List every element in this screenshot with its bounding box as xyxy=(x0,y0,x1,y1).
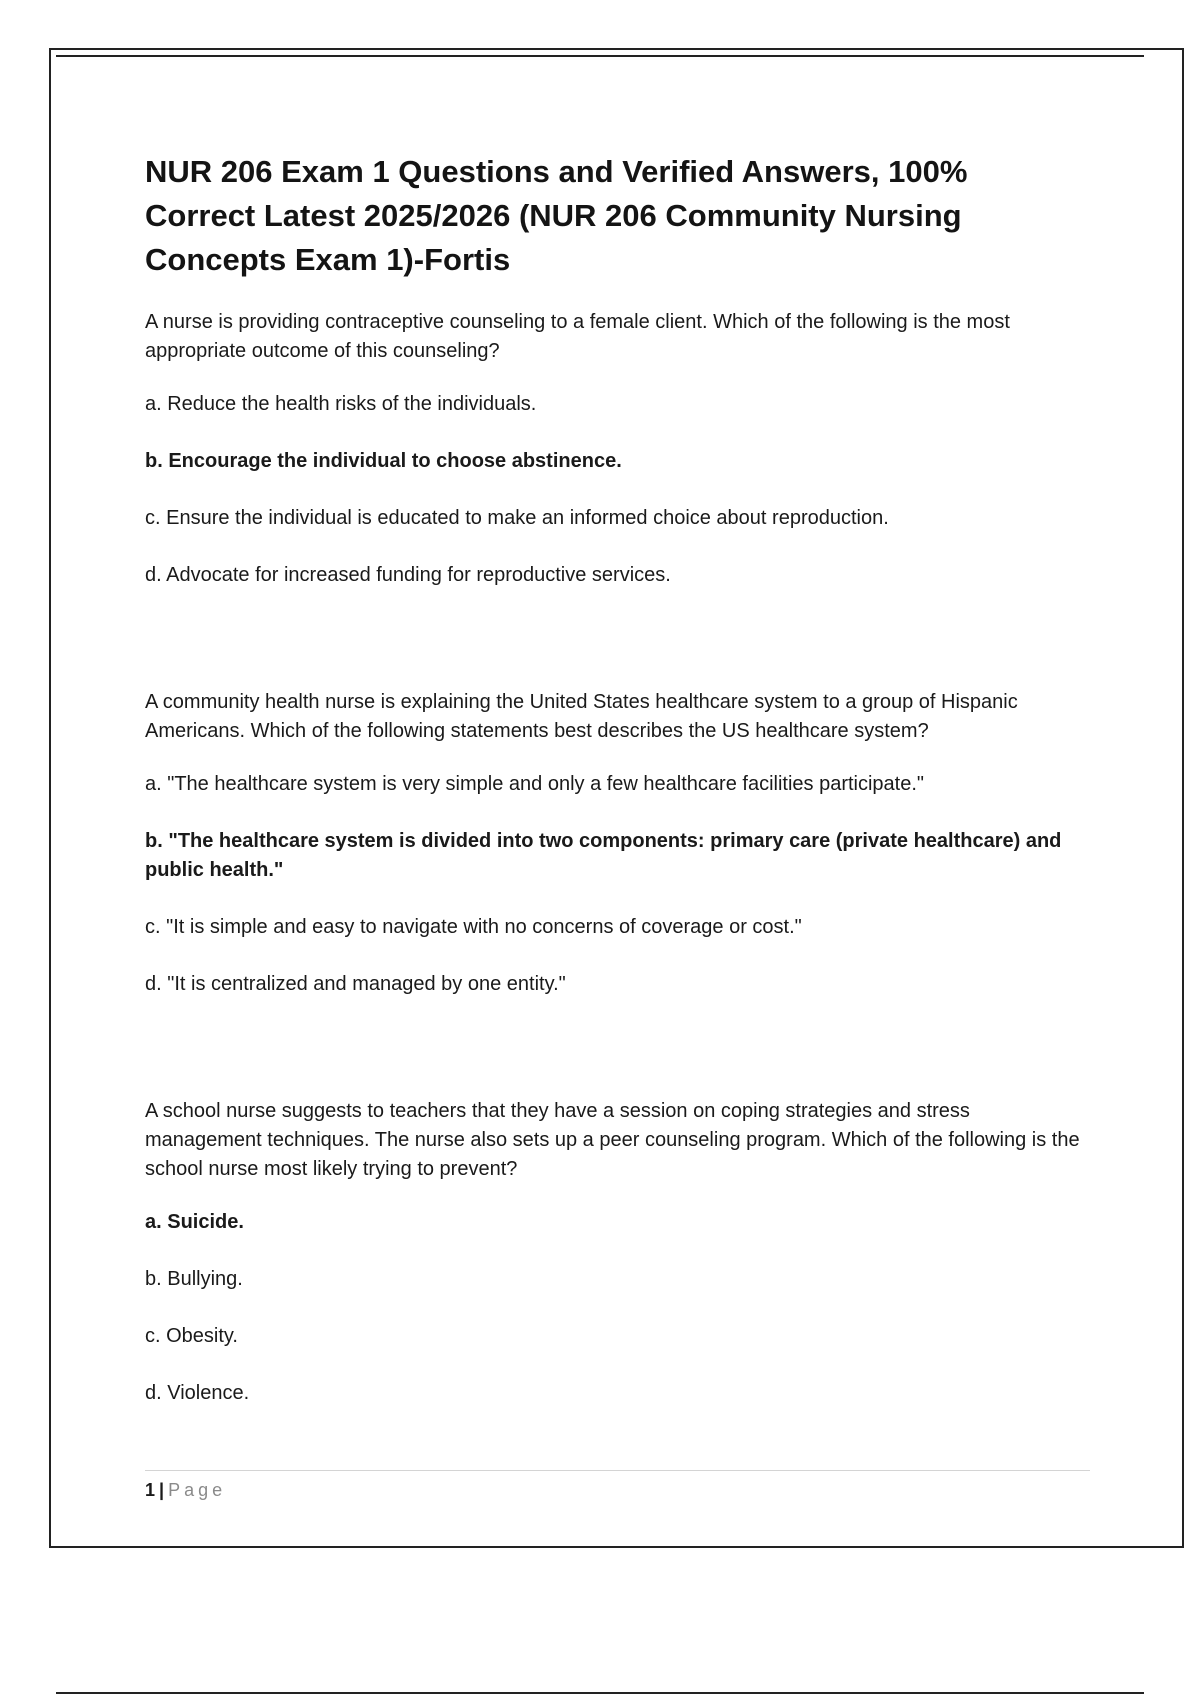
question-stem: A community health nurse is explaining the United States healthcare system to a group of Hispanic Americans. Which of the following statements best describes the US healthcare system? xyxy=(145,691,1018,742)
answer-option-c: c. Ensure the individual is educated to make an informed choice about reproduction. xyxy=(145,507,889,529)
document-title: NUR 206 Exam 1 Questions and Verified Answers, 100% Correct Latest 2025/2026 (NUR 206 Community Nursing Concepts Exam 1)-Fortis xyxy=(145,154,968,277)
answer-option-c: c. Obesity. xyxy=(145,1325,238,1347)
question-spacer xyxy=(145,1027,1085,1097)
answer-option-a-correct: a. Suicide. xyxy=(145,1211,244,1233)
answer-option-d: d. Violence. xyxy=(145,1382,250,1404)
question-1 xyxy=(145,308,1085,590)
document-body xyxy=(145,150,1085,1436)
question-2 xyxy=(145,688,1085,999)
question-stem: A school nurse suggests to teachers that they have a session on coping strategies and stress management techniques. The nurse also sets up a peer counseling program. Which of the following is the school nurse most likely trying to prevent? xyxy=(145,1100,1080,1180)
page-separator: | xyxy=(159,1480,165,1500)
answer-option-c: c. "It is simple and easy to navigate with no concerns of coverage or cost." xyxy=(145,916,802,938)
answer-option-d: d. Advocate for increased funding for reproductive services. xyxy=(145,564,671,586)
bottom-rule xyxy=(56,1692,1144,1694)
answer-option-b-correct: b. Encourage the individual to choose abstinence. xyxy=(145,450,622,472)
question-stem: A nurse is providing contraceptive counseling to a female client. Which of the following is the most appropriate outcome of this counseling? xyxy=(145,311,1010,362)
answer-option-b-correct: b. "The healthcare system is divided into two components: primary care (private healthcare) and public health." xyxy=(145,830,1062,881)
answer-option-a: a. "The healthcare system is very simple and only a few healthcare facilities participate." xyxy=(145,773,925,795)
page-footer xyxy=(145,1470,1090,1501)
answer-option-b: b. Bullying. xyxy=(145,1268,243,1290)
page-label: Page xyxy=(168,1480,227,1500)
question-spacer xyxy=(145,618,1085,688)
answer-option-d: d. "It is centralized and managed by one entity." xyxy=(145,973,566,995)
question-3 xyxy=(145,1097,1085,1408)
answer-option-a: a. Reduce the health risks of the individuals. xyxy=(145,393,537,415)
page-number: 1 xyxy=(145,1480,156,1500)
